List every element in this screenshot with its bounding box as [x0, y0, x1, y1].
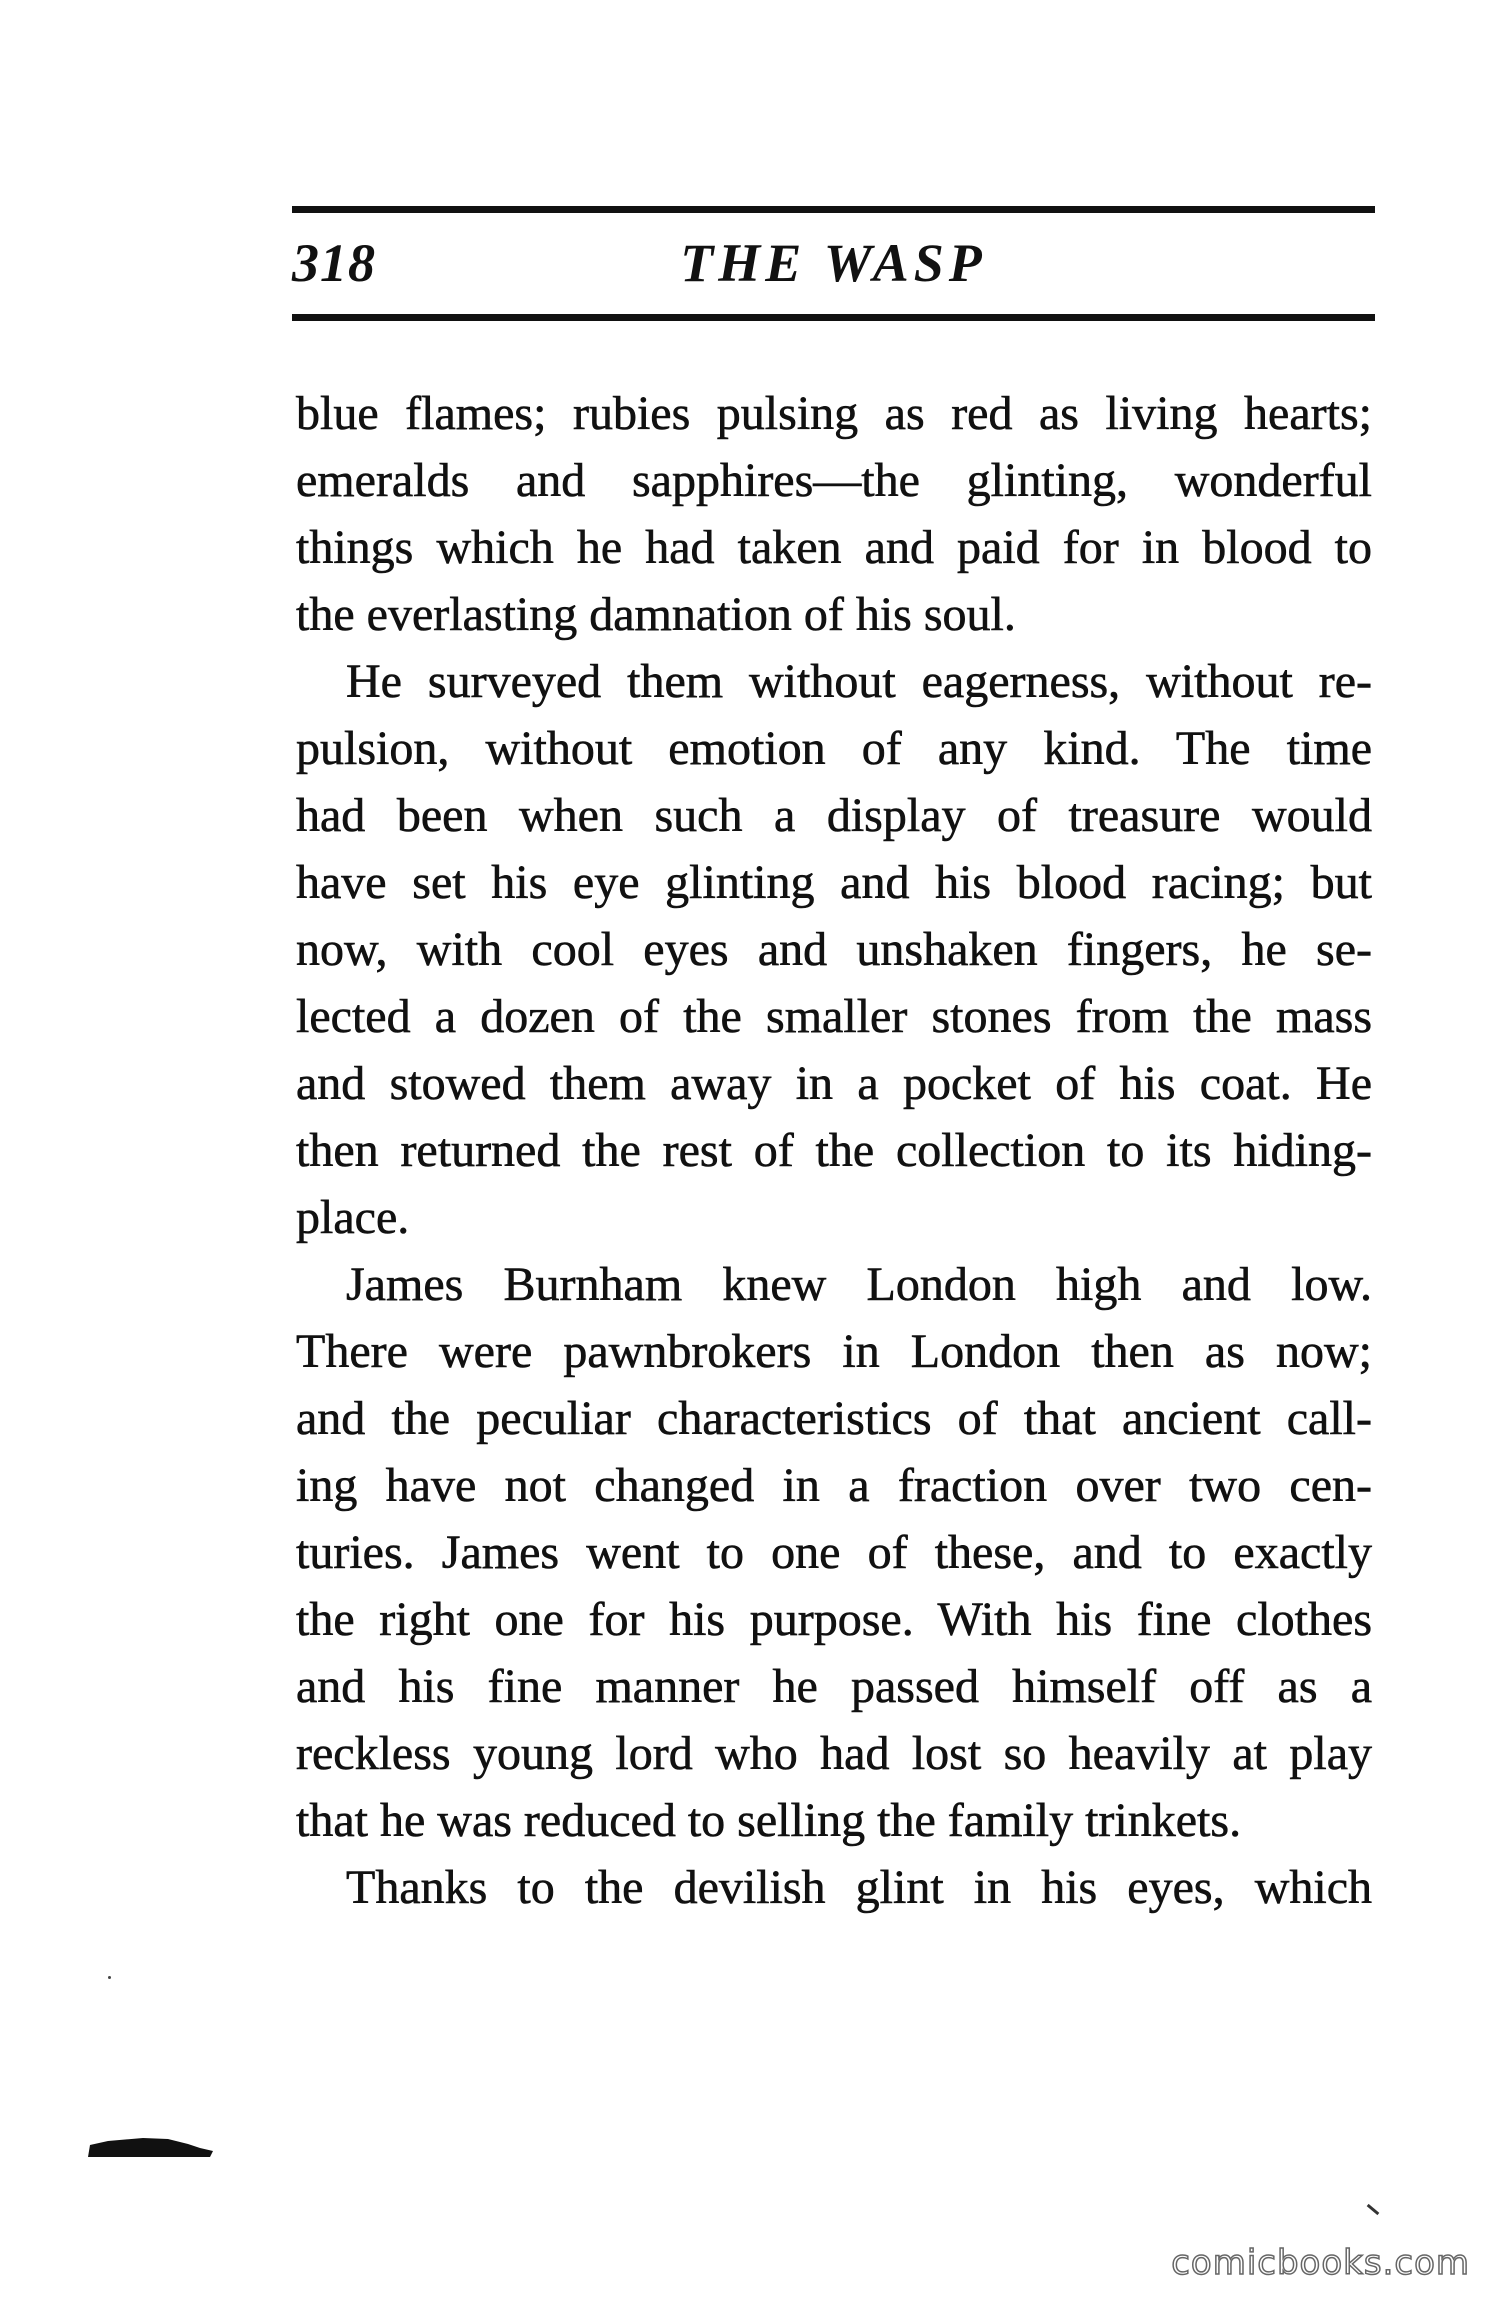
watermark: comicbooks.com — [1171, 2243, 1470, 2283]
page-number: 318 — [292, 233, 376, 293]
text-line: had been when such a display of treasure would — [296, 789, 1372, 842]
scan-smudge — [88, 2135, 213, 2157]
header-bottom-rule — [292, 314, 1375, 321]
text-line: reckless young lord who had lost so heavily at play — [296, 1727, 1372, 1780]
text-line: place. — [296, 1191, 410, 1244]
text-line: have set his eye glinting and his blood racing; but — [296, 856, 1372, 909]
text-line: the everlasting damnation of his soul. — [296, 588, 1016, 641]
scan-speck — [108, 1976, 111, 1979]
text-line: that he was reduced to selling the family trinkets. — [296, 1794, 1242, 1847]
text-line: pulsion, without emotion of any kind. The time — [296, 722, 1372, 775]
header-top-rule — [292, 206, 1375, 213]
text-line: James Burnham knew London high and low. — [346, 1258, 1372, 1311]
text-line: lected a dozen of the smaller stones from the mass — [296, 990, 1372, 1043]
text-line: and his fine manner he passed himself off as a — [296, 1660, 1372, 1713]
text-line: now, with cool eyes and unshaken fingers, he se- — [296, 923, 1372, 976]
text-line: He surveyed them without eagerness, without re- — [346, 655, 1372, 708]
running-head — [292, 232, 1375, 302]
text-line: ing have not changed in a fraction over two cen- — [296, 1459, 1372, 1512]
text-line: blue flames; rubies pulsing as red as living hearts; — [296, 387, 1372, 440]
text-line: things which he had taken and paid for in blood to — [296, 521, 1372, 574]
text-line: and stowed them away in a pocket of his coat. He — [296, 1057, 1372, 1110]
scan-mark — [1367, 2204, 1380, 2215]
text-line: There were pawnbrokers in London then as now; — [296, 1325, 1372, 1378]
text-line: then returned the rest of the collection to its hiding- — [296, 1124, 1372, 1177]
text-line: emeralds and sapphires—the glinting, wonderful — [296, 454, 1372, 507]
text-line: turies. James went to one of these, and to exactly — [296, 1526, 1372, 1579]
text-line: and the peculiar characteristics of that ancient call- — [296, 1392, 1372, 1445]
running-title: THE WASP — [680, 233, 987, 293]
text-line: Thanks to the devilish glint in his eyes, which — [346, 1861, 1372, 1914]
text-line: the right one for his purpose. With his fine clothes — [296, 1593, 1372, 1646]
body-text — [296, 380, 1372, 1921]
